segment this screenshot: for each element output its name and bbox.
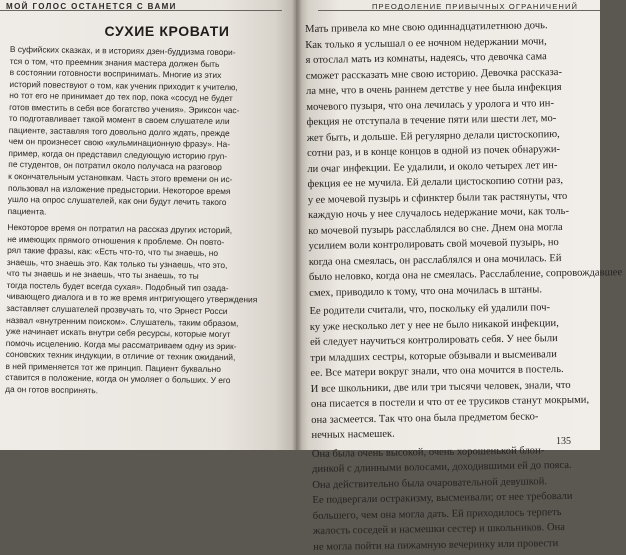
text-line: Она действительно была очаровательной девушкой. [312,475,548,491]
text-line: что ты знаешь и не знаешь, что ты знаешь, то ты [6,268,199,282]
text-line: сотни раз, и в конце концов в одной из почек обнаружи- [306,144,561,159]
book-spine [292,0,302,450]
text-line: ей следует научиться контролировать себя. У нее были [309,333,558,348]
text-line: нечных насмешек. [311,428,395,441]
text-line: каждую ночь у нее случалось недержание мочи, как толь- [307,205,570,221]
text-line: фекция ее не мучила. Ей делали цистоскопию сотни раз, [307,174,564,190]
text-line: большего, чем она могла дать. Ей приходилось терпеть [312,506,562,522]
text-line: чем он произнесет свою «кульминационную фразу». На- [8,136,231,150]
text-line: сможет рассказать мне свою историю. Девочка рассказа- [305,66,563,82]
text-line: она засмеется. Так что она была предметом беско- [311,410,539,426]
right-paragraph-3 [312,442,600,555]
text-line: назвал «внутренним поиском». Слушатель, таким образом, [6,314,239,328]
text-line: не имеющих прямого отношения к проблеме. Он повто- [7,233,225,247]
text-line: помочь исцелению. Когда мы рассматриваем одну из эрик- [5,337,237,351]
text-line: пе студентов, он потратил около получаса на разговор [8,159,222,173]
header-rule-left [0,10,282,11]
text-line: ставится в положение, когда он умоляет о больших. У его [5,372,231,386]
text-line: смех, приводило к тому, что она мочилась в штаны. [309,283,543,299]
text-line: но тот его не принимает до тех пор, пока «сосуд не будет [9,90,233,104]
text-line: пользовал на изложение предыстории. Некоторое время [7,182,231,196]
text-line: уже начинает искать внутри себя ресурсы, которые могут [5,326,231,340]
text-line: в состоянии готовности воспринимать. Многие из этих [9,67,222,81]
left-paragraph-2 [5,222,283,399]
text-line: усилием воли контролировать свой мочевой пузырь, но [308,237,559,252]
text-line: пациенте, заставляя того довольно долго ждать, прежде [8,124,230,138]
text-line: соновских техник индукции, в отличие от техник ожиданий, [5,349,236,363]
text-line: ушло на опрос слушателей, как они будут лечить такого [7,194,227,208]
text-line: рял такие фразы, как: «Есть что-то, что ты знаешь, но [7,245,219,259]
text-line: Как только я услышал о ее ночном недержании мочи, [305,35,547,51]
text-line: фекция не отступала в течение пяти или шести лет, мо- [306,113,557,128]
text-line: было неловко, когда она не смеялась. Расслабление, сопровождавшее [308,267,623,283]
text-line: то подготавливает такой момент в своем слушателе или [8,113,230,127]
text-line: Некоторое время он потратил на рассказ других историй, [7,222,233,236]
text-line: пациента. [7,205,47,217]
text-line: пример, когда он представил следующую историю груп- [8,147,228,161]
text-line: не могла пойти на пижамную вечеринку или провести [313,537,559,553]
text-line: когда она смеялась, он расслаблялся и она мочилась. Ей [308,252,562,268]
left-paragraph-1 [8,44,286,221]
text-line: ее. Все матери вокруг знали, что она мочится в постель. [310,363,564,379]
text-line: жалость соседей и насмешки сестер и школьников. Она [312,521,566,537]
text-line: динкой с длинными волосами, доходившими ей до пояса. [311,459,572,475]
text-line: да он готов воспринять. [5,383,99,396]
page-number: 135 [556,436,571,447]
text-line: знаешь, что знаешь это. Как только ты узнаешь, что это, [6,256,228,270]
text-line: тогда постель будет всегда сухая». Подобный тип озада- [6,279,229,294]
left-page-text [5,44,286,399]
text-line: я отослал мать из комнаты, надеясь, что девочка сама [305,51,547,66]
text-line: историй повествуют о том, как ученик приходит к учителю, [9,78,238,92]
text-line: Ее подвергали остракизму, высмеивали; от нее требовали [312,490,573,506]
text-line: В суфийских сказках, и в историях дзен-буддизма говори- [9,44,236,58]
header-rule-right [318,10,600,11]
text-line: три младших сестры, которые обзывали и высмеивали [310,348,557,364]
text-line: И все школьники, две или три тысячи человек, знали, что [310,379,571,395]
right-page-text [305,18,623,555]
text-line: чивающего диалога и в то же время интригующего утверждения [6,291,258,305]
text-line: ла мне, что в очень раннем детстве у нее была инфекция [306,81,562,97]
text-line: жет быть, и дольше. Ей регулярно делали цистоскопию, [306,128,560,144]
text-line: ко мочевой пузырь расслаблялся во сне. Днем она могла [308,221,563,237]
text-line: Мать привела ко мне свою одиннадцатилетнюю дочь. [305,20,548,35]
text-line: мочевого пузыря, что она лечилась у уролога и что ин- [306,97,555,113]
text-line: в ней применяется тот же принцип. Пациент буквально [5,360,221,374]
text-line: у ее мочевой пузырь и сфинктер были так растянуты, что [307,190,568,206]
chapter-title: СУХИЕ КРОВАТИ [104,23,230,39]
text-line: тся о том, что преемник знания мастера должен быть [9,55,220,69]
text-line: Она была очень высокой, очень хорошенькой блон- [311,444,545,460]
text-line: Ее родители считали, что, поскольку ей удалили поч- [309,302,551,317]
text-line: она писается в постели и что от ее трусиков станут мокрыми, [310,394,590,410]
text-line: ли очаг инфекции. Ее удалили, и около четырех лет ин- [307,159,558,175]
right-paragraph-2 [309,299,597,443]
text-line: ку уже несколько лет у нее не было никакой инфекции, [309,317,559,333]
running-head-right: ПРЕОДОЛЕНИЕ ПРИВЫЧНЫХ ОГРАНИЧЕНИЙ [372,2,579,11]
left-page [0,0,296,450]
text-line: к окончательным установкам. Часть этого времени он ис- [8,171,233,185]
right-paragraph-1 [305,18,623,301]
running-head-left: МОЙ ГОЛОС ОСТАНЕТСЯ С ВАМИ [6,2,177,11]
text-line: заставляет слушателей прозвучать то, что Эрнест Росси [6,303,228,317]
text-line: готов вместить в себя все богатство учения». Эриксон час- [9,101,240,115]
